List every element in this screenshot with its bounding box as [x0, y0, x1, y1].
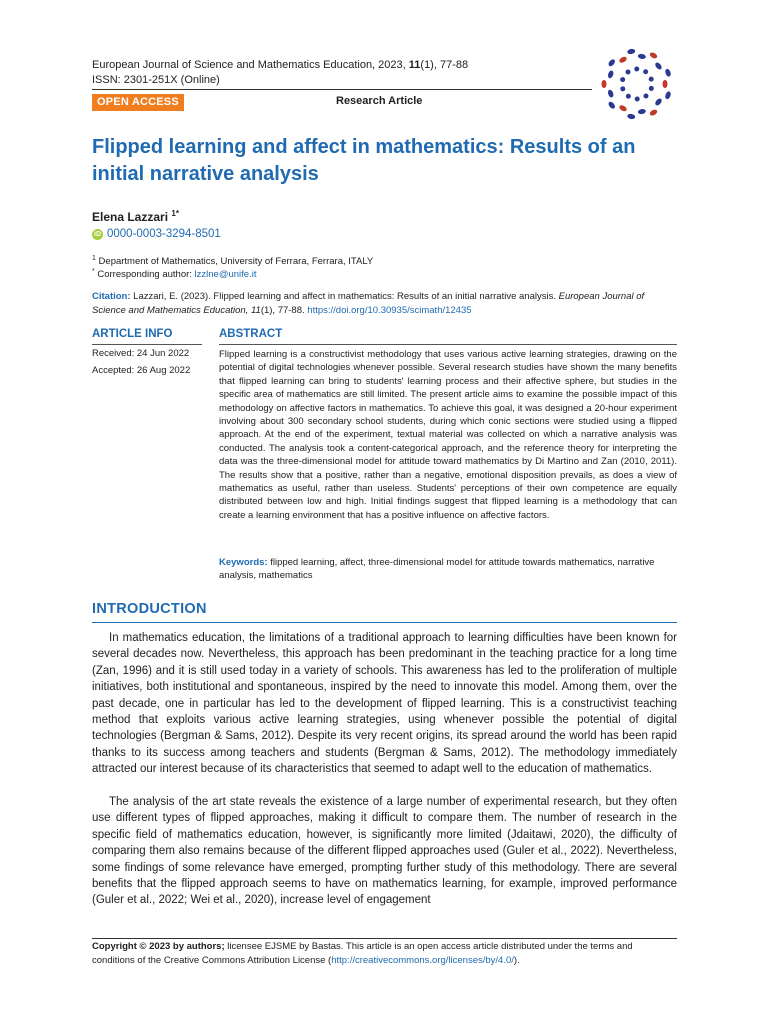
corresponding-label: Corresponding author:: [97, 269, 195, 281]
author-name-text: Elena Lazzari: [92, 210, 169, 224]
keywords-label: Keywords:: [219, 557, 268, 568]
citation-rest: (1), 77-88.: [260, 304, 308, 316]
author-superscript: 1*: [171, 209, 179, 218]
logo-mark: [663, 80, 668, 88]
logo-mark: [649, 77, 654, 82]
logo-mark: [637, 53, 646, 59]
abstract-text: Flipped learning is a constructivist methodology that uses various active learning strategies, drawing on the potential of digital technologies whenever possible. Several research studies have shown the many benefits that flipped learning can bring to students' learning process and their affective sphere, but studies in the specific area of mathematics are still limited. The present article aims to examine the possible impact of this methodology on affective factors in mathematics. To achieve this goal, it was designed a 20-hour experiment involving about 300 secondary school students, during which conic sections were studied using a flipped approach. At the end of the experiment, textual material was collected on which a narrative analysis was conducted. The analysis took a content-categorical approach, and the reference theory for interpreting the data was the three-dimensional model for attitude toward mathematics by Di Martino and Zan (2010, 2011). The results show that a positive, rather than a negative, emotional disposition prevails, as does a view of mathematics as useful, rather than useless. Students' perceptions of their own competence are equally distributed between low and high. Initial findings suggest that flipped learning is a methodology that can create a learning environment that has a positive influence on affective factors.: [219, 349, 677, 521]
logo-mark: [649, 86, 654, 91]
citation-journal: European Journal of Science and Mathematics Education, 11: [92, 291, 645, 316]
header-divider: [92, 89, 592, 90]
logo-mark: [654, 97, 663, 106]
orcid-icon: iD: [94, 230, 101, 238]
logo-mark: [649, 51, 658, 59]
orcid-line: [92, 228, 221, 240]
orcid-link[interactable]: 0000-0003-3294-8501: [107, 228, 221, 240]
copyright-bold: Copyright © 2023 by authors;: [92, 941, 225, 952]
citation-label: Citation:: [92, 291, 131, 302]
affiliation-text: Department of Mathematics, University of Ferrara, Ferrara, ITALY: [98, 256, 374, 268]
logo-mark: [635, 96, 640, 101]
introduction-paragraph-2: The analysis of the art state reveals the existence of a large number of experimental research, but they often use different types of flipped approaches, making it difficult to compare them. The number of research in the specific field of mathematics education, however, is significantly more limited (Jdaitawi, 2020), the difficulty of comparing them also remains because of the different flipped approaches used (Guler et al., 2022). Nevertheless, some findings of some relevance have emerged, prompting further study of this methodology. There are several benefits that the flipped approach seems to have on mathematics learning, for example, improved performance (Guler et al., 2022; Wei et al., 2020), increase level of engagement: [92, 796, 677, 907]
journal-reference: [92, 58, 468, 72]
logo-mark: [620, 77, 625, 82]
logo-mark: [664, 91, 671, 100]
introduction-heading: INTRODUCTION: [92, 601, 207, 617]
citation: [92, 290, 677, 317]
logo-mark: [654, 61, 663, 70]
issn: ISSN: 2301-251X (Online): [92, 74, 220, 86]
logo-mark: [602, 80, 607, 88]
logo-mark: [607, 58, 616, 67]
author-name: [92, 209, 179, 224]
logo-mark: [618, 104, 627, 112]
article-info-divider: [92, 344, 202, 345]
keywords-text: flipped learning, affect, three-dimensional model for attitude towards mathematics, narrative analysis, mathematics: [219, 557, 655, 582]
journal-issue-pages: (1), 77-88: [420, 59, 469, 71]
accepted-date: Accepted: 26 Aug 2022: [92, 365, 191, 376]
abstract-divider: [219, 344, 677, 345]
logo-mark: [627, 113, 636, 119]
introduction-paragraph-1: In mathematics education, the limitations of a traditional approach to learning difficulties have been known for several decades now. Nevertheless, this approach has been predominant in the teaching practice for a long time (Zan, 1996) and it is still used today in a variety of schools. This awareness has led to the proliferation of multiple initiatives, both institutional and spontaneous, inspired by the need to innovate this model. Among them, over the past decade, one in particular has led to the development of flipped learning. This is a constructivist teaching method that exploits various active learning strategies, using whenever possible the potential of digital technologies (Bergman & Sams, 2012). Despite its very recent origins, its spread around the world has been rapid thanks to its success among teachers and students (Bergman & Sams, 2012). The methodology immediately attracted our interest because of its characteristics that seemed to adapt well to the education of mathematics.: [92, 632, 677, 776]
abstract-heading: ABSTRACT: [219, 328, 283, 340]
corresponding-superscript: *: [92, 268, 95, 275]
logo-mark: [643, 69, 648, 74]
journal-logo-icon: [598, 43, 676, 125]
affiliation-superscript: 1: [92, 255, 96, 262]
citation-text: Lazzari, E. (2023). Flipped learning and affect in mathematics: Results of an initial narrative analysis.: [130, 291, 559, 302]
logo-mark: [634, 67, 639, 72]
logo-mark: [627, 48, 636, 54]
logo-mark: [643, 94, 648, 99]
journal-volume: 11: [408, 59, 421, 71]
introduction-divider: [92, 622, 677, 623]
copyright-text: licensee EJSME by Bastas. This article is an open access article distributed under the terms and conditions of the Creative Commons Attribution License (: [92, 941, 633, 966]
license-link[interactable]: http://creativecommons.org/licenses/by/4.0/: [331, 955, 514, 966]
logo-mark: [626, 94, 631, 99]
footer-divider: [92, 938, 677, 939]
doi-link[interactable]: https://doi.org/10.30935/scimath/12435: [307, 304, 472, 316]
logo-mark: [607, 70, 614, 79]
logo-mark: [607, 101, 616, 110]
corresponding-author: [92, 265, 256, 281]
logo-mark: [649, 108, 658, 116]
journal-name: European Journal of Science and Mathematics Education, 2023,: [92, 59, 409, 71]
logo-mark: [664, 68, 671, 77]
logo-mark: [637, 108, 646, 114]
logo-mark: [618, 56, 627, 64]
keywords: [219, 556, 677, 583]
logo-mark: [607, 89, 614, 98]
corresponding-email-link[interactable]: lzzlne@unife.it: [194, 269, 257, 281]
open-access-badge: OPEN ACCESS: [92, 94, 184, 111]
logo-mark: [626, 69, 631, 74]
copyright-end: ).: [513, 955, 520, 966]
copyright-notice: [92, 940, 677, 968]
received-date: Received: 24 Jun 2022: [92, 348, 190, 359]
logo-mark: [620, 86, 625, 91]
article-type: Research Article: [336, 95, 423, 107]
paper-title: Flipped learning and affect in mathematics: Results of an initial narrative analysis: [92, 136, 636, 185]
article-info-heading: ARTICLE INFO: [92, 328, 173, 340]
